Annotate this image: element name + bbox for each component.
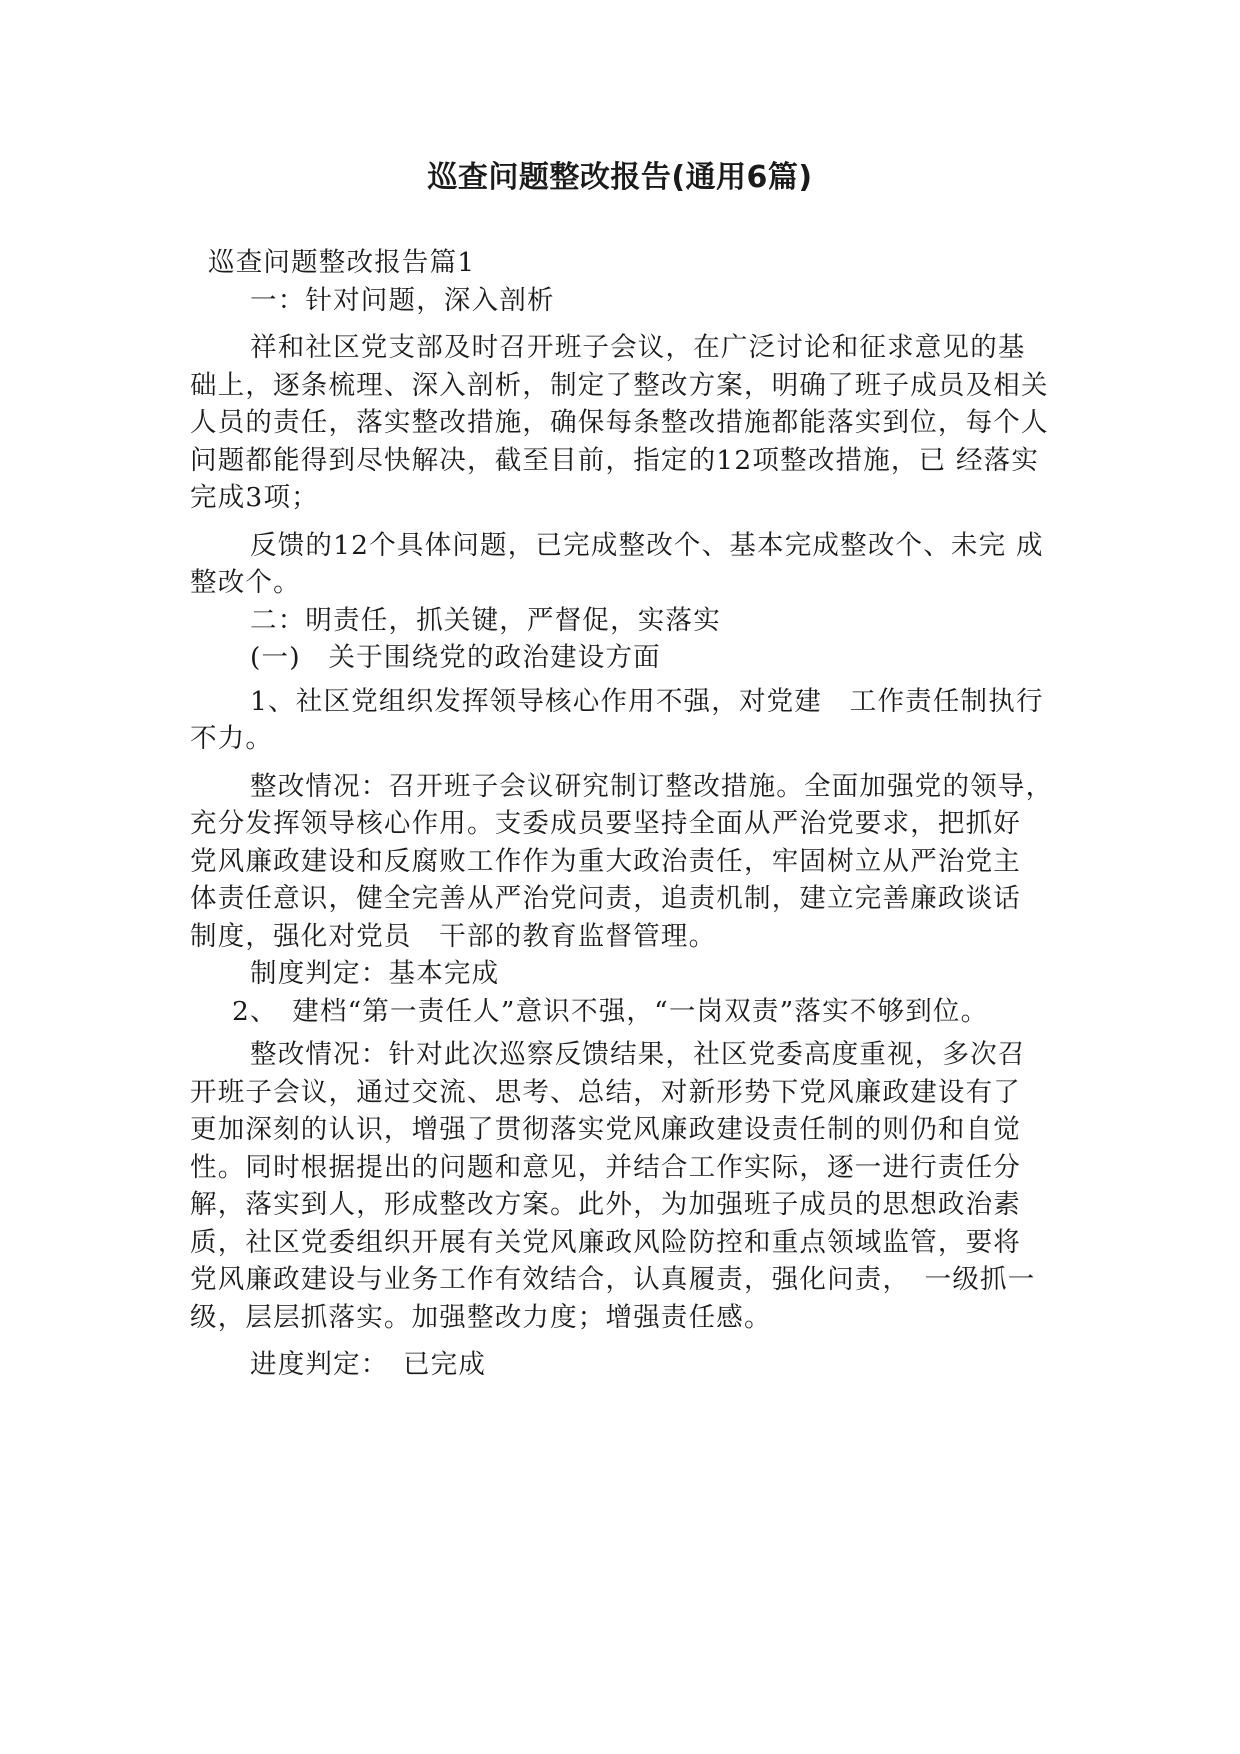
judgement-line: 制度判定：基本完成 (250, 958, 500, 989)
subheading: 二：明责任，抓关键，严督促，实落实 (250, 604, 721, 636)
paragraph: 整改情况：召开班子会议研究制订整改措施。全面加强党的领导， 充分发挥领导核心作用。支委成员要坚持全面从严治党要求，把抓好 党风廉政建设和反腐败工作作为重大政治责任，牢固树立从严治党主 体责任意识，健全完善从严治党问责，追责机制，建立完善廉政谈话 制度，强化对党员 干部的教育监督管理。 (190, 770, 1068, 952)
paragraph: 1、社区党组织发挥领导核心作用不强，对党建 工作责任制执行不力。 (190, 685, 1044, 754)
paragraph: 整改情况：针对此次巡察反馈结果，社区党委高度重视，多次召 开班子会议，通过交流、思考、总结，对新形势下党风廉政建设有了 更加深刻的认识，增强了贯彻落实党风廉政建设责任制的则仍和自觉 性。同时根据提出的问题和意见，并结合工作实际，逐一进行责任分 解，落实到人，形成整改方案。此外，为加强班子成员的思想政治素 质，社区党委组织开展有关党风廉政风险防控和重点领域监管，要将 党风廉政建设与业务工作有效结合，认真履责，强化问责， 一级抓一 级，层层抓落实。加强整改力度；增强责任感。 (190, 1039, 1036, 1333)
subheading: (一) 关于围绕党的政治建设方面 (250, 642, 661, 673)
section-heading: 巡查问题整改报告篇1 (208, 247, 476, 278)
paragraph: 祥和社区党支部及时召开班子会议，在广泛讨论和征求意见的基础上，逐条梳理、深入剖析，制定了整改方案，明确了班子成员及相关人员的责任，落实整改措施，确保每条整改措施都能落实到位，每个人问题都能得到尽快解决，截至目前，指定的12项整改措施，已 经落实完成3项； (190, 332, 1049, 513)
document-title: 巡查问题整改报告(通用6篇) (427, 160, 813, 195)
document-body (190, 244, 1068, 1384)
subheading: 一：针对问题，深入剖析 (250, 284, 555, 316)
paragraph: 2、 建档“第一责任人”意识不强，“一岗双责”落实不够到位。 (232, 995, 989, 1027)
judgement-line: 进度判定： 已完成 (250, 1349, 487, 1380)
paragraph: 反馈的12个具体问题，已完成整改个、基本完成整改个、未完 成整改个。 (190, 529, 1044, 598)
